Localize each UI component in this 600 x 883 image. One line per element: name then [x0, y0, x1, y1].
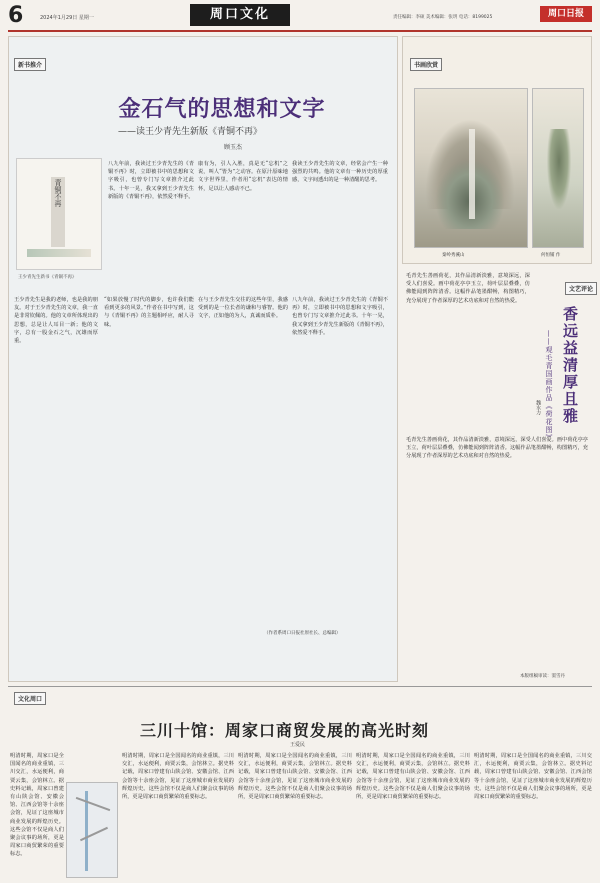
article-column: [198, 296, 288, 626]
article-category-tag: 新书推介: [14, 58, 46, 71]
review-byline: 魏水力: [535, 400, 541, 415]
bottom-paragraph: 明清时期，周家口是全国闻名的商业重镇，三川交汇，水运便利，商贾云集，会馆林立。据史料记载，周家口曾建有山陕会馆、安徽会馆、江西会馆等十余座会馆，见证了这座城市商业发展的辉煌历史。这些会馆不仅是商人们聚会议事的场所，更是周家口商贸繁荣的重要标志。: [122, 753, 234, 801]
bottom-column: [356, 752, 470, 880]
article-paragraph: 在与王少青先生交往的这些年里，我感受到的是一位长者的谦和与睿智。他的文字，正如他的为人，真诚而质朴。: [198, 297, 288, 320]
bottom-paragraph: 明清时期，周家口是全国闻名的商业重镇，三川交汇，水运便利，商贾云集，会馆林立。据史料记载，周家口曾建有山陕会馆、安徽会馆、江西会馆等十余座会馆，见证了这座城市商业发展的辉煌历史。这些会馆不仅是商人们聚会议事的场所，更是周家口商贸繁荣的重要标志。: [238, 753, 352, 801]
review-column: [406, 436, 588, 668]
section-title: 周口文化: [190, 4, 290, 26]
article-paragraph: 八九年前，我读过王少青先生的《青铜不再》时，立即被书中的思想和文字吸引，也曾专门写文章推介过此书。十年一晃，我又拿到王少青先生新版的《青铜不再》，依然爱不释手。: [292, 297, 388, 336]
article-paragraph: “如果放慢了时代的脚步，也许我们能看到更多的风景。”作者在书中写到，这与《青铜不再》的主题相呼应，耐人寻味。: [104, 297, 194, 328]
painting-caption: 秦岭秀溪山: [442, 253, 465, 258]
article-byline: 顾玉杰: [224, 144, 243, 151]
review-column: [406, 272, 530, 432]
article-column: [198, 160, 288, 290]
page-number: 6: [8, 3, 24, 28]
bottom-byline: 王爱民: [290, 742, 306, 748]
bottom-column: [122, 752, 234, 880]
review-subheadline: ——观毛青国画作品《荷花图》: [545, 330, 553, 442]
book-caption: 王少青先生新书《青铜不再》: [18, 275, 77, 280]
painting-category-tag: 书画欣赏: [410, 58, 442, 71]
article-column: [104, 296, 194, 626]
article-column: [14, 296, 98, 626]
page-header: [0, 0, 600, 30]
tree-painting-image: [532, 88, 584, 248]
map-road: [76, 797, 111, 811]
article-paragraph: 我读王少青先生的文章，经常会产生一种强烈的共鸣。他的文章有一种历史的厚重感，文字间透出的是一种清醒的思考。: [292, 161, 388, 184]
article-column: [108, 160, 194, 290]
article-paragraph: 王少青先生是我的老师，也是我的朋友。对于王少青先生的文章，我一直是非常钦佩的。他的文章所体现出的思想，总是让人耳目一新；他的文字，总有一股金石之气，沉雄而厚重。: [14, 297, 98, 345]
bottom-paragraph: 明清时期，周家口是全国闻名的商业重镇，三川交汇，水运便利，商贾云集，会馆林立。据史料记载，周家口曾建有山陕会馆、安徽会馆、江西会馆等十余座会馆，见证了这座城市商业发展的辉煌历史。这些会馆不仅是商人们聚会议事的场所，更是周家口商贸繁荣的重要标志。: [474, 753, 592, 801]
review-headline: 香远益清厚且雅: [561, 306, 579, 425]
book-cover-image: [16, 158, 102, 270]
review-paragraph: 毛青先生善画荷花，其作品清新淡雅，意境深远，深受人们喜爱。画中荷花亭亭玉立，荷叶层层叠叠，仿佛能闻到阵阵清香。这幅作品笔墨酣畅，构图精巧，充分展现了作者深厚的艺术功底和对自然的热爱。: [406, 437, 588, 460]
painting-waterfall: [469, 129, 475, 219]
bottom-headline: 三川十馆：周家口商贸发展的高光时刻: [140, 721, 430, 740]
review-paragraph: 毛青先生善画荷花，其作品清新淡雅，意境深远，深受人们喜爱。画中荷花亭亭玉立，荷叶层层叠叠，仿佛能闻到阵阵清香。这幅作品笔墨酣畅，构图精巧，充分展现了作者深厚的艺术功底和对自然的热爱。: [406, 273, 530, 304]
header-rule: [8, 30, 592, 32]
book-cover-decoration: [27, 249, 91, 257]
book-cover-title: 青铜不再: [54, 179, 62, 207]
article-column: [292, 296, 388, 626]
article-headline: 金石气的思想和文字: [118, 96, 326, 122]
landscape-painting-image: [414, 88, 528, 248]
newspaper-masthead: 周口日报: [540, 6, 592, 22]
bottom-paragraph: 明清时期，周家口是全国闻名的商业重镇，三川交汇，水运便利，商贾云集，会馆林立。据史料记载，周家口曾建有山陕会馆、安徽会馆、江西会馆等十余座会馆，见证了这座城市商业发展的辉煌历史。这些会馆不仅是商人们聚会议事的场所，更是周家口商贸繁荣的重要标志。: [356, 753, 470, 801]
article-paragraph: 八九年前，我读过王少青先生的《青铜不再》时，立即被书中的思想和文字吸引，也曾专门写文章推介过此书。十年一晃，我又拿到王少青先生新版的《青铜不再》，依然爱不释手。: [108, 161, 194, 200]
bottom-column: [474, 752, 592, 880]
author-note: （作者系周口日报社原社长、总编辑）: [264, 631, 341, 636]
article-paragraph: 康有为，引人入胜，真是无“忘机”之说，叫人“皆为”之动容。在原汁原味地文字世界里，作者用“忘机”表达的情怀，足以让人感动不已。: [198, 161, 288, 192]
painting-tree: [547, 129, 571, 209]
editor-credits: 责任编辑：李硕 美术编辑：张玥 电话：8199025: [393, 15, 493, 20]
bottom-column: [238, 752, 352, 880]
article-subheadline: ——读王少青先生新版《青铜不再》: [118, 127, 263, 137]
bottom-paragraph: 明清时期，周家口是全国闻名的商业重镇，三川交汇，水运便利，商贾云集，会馆林立。据史料记载，周家口曾建有山陕会馆、安徽会馆、江西会馆等十余座会馆，见证了这座城市商业发展的辉煌历史。这些会馆不仅是商人们聚会议事的场所，更是周家口商贸繁荣的重要标志。: [10, 753, 64, 858]
bottom-column: [10, 752, 64, 880]
painting-caption: 何恒铺 作: [541, 253, 561, 258]
issue-date: 2024年1月29日 星期一: [40, 15, 94, 21]
article-column: [292, 160, 388, 290]
map-image: [66, 782, 118, 878]
section-divider: [8, 686, 592, 687]
page-editor-credit: 本版组稿审读：窦雪丹: [520, 674, 565, 679]
review-category-tag: 文艺评论: [565, 282, 597, 295]
bottom-category-tag: 文化周口: [14, 692, 46, 705]
